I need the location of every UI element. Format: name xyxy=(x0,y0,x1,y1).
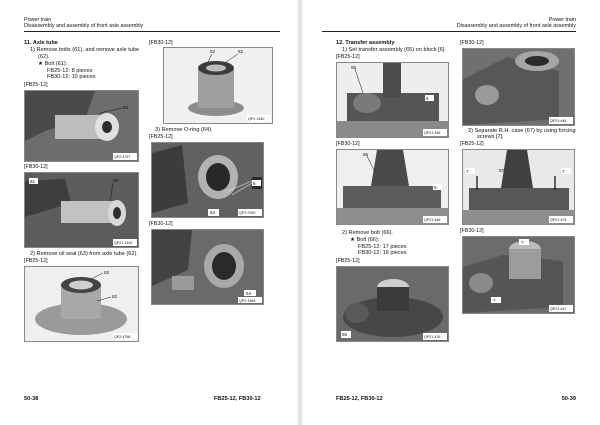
photo-transfer-bolts xyxy=(336,266,449,342)
photo-code: QP21·446 xyxy=(424,218,441,222)
callout-7b: 7 xyxy=(493,298,496,303)
photo-forcing-screws-fb30 xyxy=(462,236,575,314)
right-bolt-fb25: FB25-12: 17 pieces xyxy=(358,244,407,250)
callout-63: 63 xyxy=(104,270,110,275)
book-gutter xyxy=(296,0,304,425)
right-col2-tag-fb30-a: [FB30-12] xyxy=(460,40,484,46)
left-footer-model: FB25-12, FB30-12 xyxy=(214,396,261,402)
photo-oring-fb30 xyxy=(151,229,264,305)
right-step3: 3) Separate R.H. case (67) by using forcing xyxy=(468,128,576,134)
callout-7: 7 xyxy=(521,240,524,245)
photo-axle-tube-fb30 xyxy=(24,172,139,248)
callout-62: 62 xyxy=(112,294,118,299)
callout-67: 67 xyxy=(499,168,505,173)
photo-code: QP21·446 xyxy=(424,131,441,135)
photo-code: QP21·447 xyxy=(550,307,567,311)
left-bolt-fb25: FB25-12: 8 pieces xyxy=(47,68,93,74)
right-header-subtitle: Disassembly and assembly of front axle assembly xyxy=(456,23,576,30)
left-col2-tag-fb25: [FB25-12] xyxy=(149,134,173,140)
photo-oring-fb25 xyxy=(151,142,264,218)
left-header-section: Power train xyxy=(24,17,52,23)
callout-64: 64 xyxy=(210,210,216,215)
right-header xyxy=(457,17,576,30)
photo-transfer-block-fb25 xyxy=(336,62,449,138)
left-step2: 2) Remove oil seal (63) from axle tube (62). xyxy=(30,251,138,257)
callout-66: 66 xyxy=(342,332,348,337)
left-header-rule xyxy=(24,31,280,32)
photo-code: QP21·476 xyxy=(424,335,441,339)
callout-6: 6 xyxy=(434,185,437,190)
right-header-section: Power train xyxy=(548,17,576,23)
photo-code: QP2·1469 xyxy=(239,299,256,303)
left-step1-cont: (62). xyxy=(38,54,50,60)
right-header-rule xyxy=(322,31,576,32)
callout-62: 62 xyxy=(113,178,119,183)
right-tag-fb30: [FB30-12] xyxy=(336,141,360,147)
callout-64: 64 xyxy=(246,291,252,296)
photo-code: QP2·4757 xyxy=(114,155,131,159)
photo-code: QP21·474 xyxy=(550,218,567,222)
right-tag-fb25-b: [FB25-12] xyxy=(336,258,360,264)
photo-transfer-block-fb30 xyxy=(336,149,449,225)
left-col2-tag-fb30-a: [FB30-12] xyxy=(149,40,173,46)
photo-code: QP21·446 xyxy=(550,119,567,123)
photo-oil-seal xyxy=(24,266,139,342)
right-tag-fb25: [FB25-12] xyxy=(336,54,360,60)
photo-code: QP2·4758 xyxy=(114,335,131,339)
left-col2-tag-fb30-b: [FB30-12] xyxy=(149,221,173,227)
right-bolt-note: ★ Bolt (66): xyxy=(350,237,380,243)
left-header-subtitle: Disassembly and assembly of front axle assembly xyxy=(24,23,144,30)
photo-code: QP2·2299 xyxy=(239,211,256,215)
left-step1: 1) Remove bolts (61), and remove axle tube xyxy=(30,47,140,53)
left-bolt-fb30: FB30-12: 10 pieces xyxy=(47,74,96,80)
callout-65: 65 xyxy=(363,152,369,157)
left-bolt-note: ★ Bolt (61): xyxy=(38,61,68,67)
callout-62: 62 xyxy=(123,105,129,110)
left-page-number: 50-38 xyxy=(24,396,39,402)
left-tag-fb25-a: [FB25-12] xyxy=(24,82,48,88)
right-footer-model: FB25-12, FB30-12 xyxy=(336,396,383,402)
right-col2-tag-fb25: [FB25-12] xyxy=(460,141,484,147)
left-section-title: 11. Axle tube xyxy=(24,40,58,46)
callout-7: 7 xyxy=(466,169,469,174)
callout-6: 6 xyxy=(426,96,429,101)
right-section-title: 12. Transfer assembly xyxy=(336,40,395,46)
right-col2-tag-fb30-b: [FB30-12] xyxy=(460,228,484,234)
callout-65: 65 xyxy=(351,65,357,70)
photo-forcing-screws-fb25 xyxy=(462,149,575,225)
callout-7b: 7 xyxy=(562,169,565,174)
right-step3-cont: screws [7]. xyxy=(477,134,504,140)
photo-code: QP21·1440 xyxy=(114,241,133,245)
left-step3: 3) Remove O-ring (64). xyxy=(155,127,213,133)
left-tag-fb30-a: [FB30-12] xyxy=(24,164,48,170)
right-page-number: 50-39 xyxy=(561,396,576,402)
right-bolt-fb30: FB30-12: 19 pieces xyxy=(358,250,407,256)
callout-62b: 62 xyxy=(238,49,244,54)
photo-axle-tube-fb25 xyxy=(24,90,139,162)
photo-transfer-top-view xyxy=(462,48,575,126)
photo-axle-tube-upright xyxy=(163,47,273,124)
right-step1: 1) Set transfer assembly (65) on block [6]. xyxy=(342,47,446,53)
callout-62: 62 xyxy=(210,49,216,54)
callout-6: 6 xyxy=(253,181,256,186)
left-header xyxy=(24,17,143,30)
left-tag-fb25-b: [FB25-12] xyxy=(24,258,48,264)
right-step2: 2) Remove bolt (66). xyxy=(342,230,393,236)
photo-code: QP2·1440 xyxy=(248,117,265,121)
callout-61: 61 xyxy=(30,179,36,184)
